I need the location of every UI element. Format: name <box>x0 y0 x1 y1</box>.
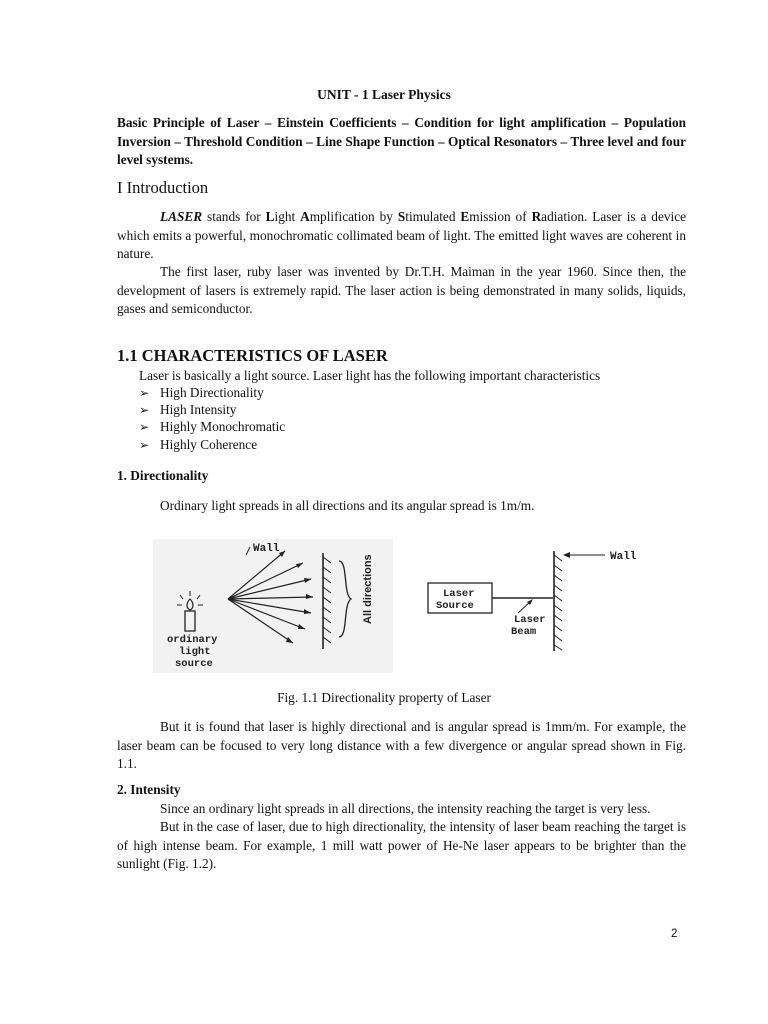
characteristics-list <box>139 384 285 453</box>
source-label-2: light <box>179 646 211 658</box>
list-item-text: High Intensity <box>160 402 237 418</box>
acronym-letter: A <box>300 209 310 224</box>
intensity-paragraph-1: Since an ordinary light spreads in all directions, the intensity reaching the target is very less. <box>160 801 651 816</box>
intro-paragraph-2: The first laser, ruby laser was invented by Dr.T.H. Maiman in the year 1960. Since then, the development of lasers is extremely rapid. The laser action is being demonstrated in many solids, liquids, gases and semiconductor. <box>117 264 686 316</box>
source-label-1: ordinary <box>167 634 218 646</box>
section-heading-characteristics: 1.1 CHARACTERISTICS OF LASER <box>117 346 388 365</box>
all-directions-label: All directions <box>362 554 374 624</box>
figure-caption: Fig. 1.1 Directionality property of Laser <box>277 690 491 705</box>
acronym-letter: L <box>265 209 275 224</box>
acronym-rest: timulated <box>405 209 461 224</box>
list-item <box>139 436 285 453</box>
arrow-bullet-icon: ➢ <box>139 437 150 452</box>
directionality-text: Ordinary light spreads in all directions and its angular spread is 1m/m. <box>160 498 535 513</box>
directionality-figure <box>153 539 646 673</box>
laser-beam-label-2: Beam <box>511 626 537 638</box>
source-label-3: source <box>175 658 213 670</box>
subheading-directionality: 1. Directionality <box>117 468 209 483</box>
list-item-text: High Directionality <box>160 385 264 400</box>
page-number: 2 <box>671 928 678 940</box>
list-item <box>139 401 285 418</box>
acronym-letter: R <box>531 209 542 224</box>
laser-source-label-1: Laser <box>443 588 475 600</box>
page-title: UNIT - 1 Laser Physics <box>317 87 451 102</box>
right-wall-label: Wall <box>610 551 637 563</box>
acronym-letter: S <box>397 209 406 224</box>
characteristics-intro: Laser is basically a light source. Laser light has the following important characteristics <box>139 368 601 383</box>
list-item-text: Highly Coherence <box>160 436 258 452</box>
subheading-intensity: 2. Intensity <box>117 782 181 797</box>
list-item-text: Highly Monochromatic <box>160 419 286 435</box>
syllabus-topics: Basic Principle of Laser – Einstein Coefficients – Condition for light amplification – Population Inversion – Threshold Condition – Line Shape Function – Optical Resonators – Three level and four level systems. <box>117 115 686 167</box>
intro-paragraph-1 <box>117 208 686 264</box>
list-item <box>139 384 285 401</box>
laser-beam-label-1: Laser <box>514 614 546 626</box>
intro-paragraph-1-rest: Laser is a device which emits a powerful, monochromatic collimated beam of light. The emitted light waves are coherent in nature. <box>117 209 686 261</box>
left-wall-label: Wall <box>253 543 280 555</box>
arrow-bullet-icon: ➢ <box>139 420 150 435</box>
acronym-rest: adiation. <box>541 209 588 224</box>
stands-for-text: stands for <box>202 209 266 224</box>
intensity-paragraph-2: But in the case of laser, due to high directionality, the intensity of laser beam reaching the target is of high intense beam. For example, 1 mill watt power of He-Ne laser appears to be brighter than the sunlight (Fig. 1.2). <box>117 819 686 871</box>
acronym-rest: ight <box>274 209 301 224</box>
laser-term: LASER <box>160 209 203 224</box>
acronym-rest: mplification by <box>309 209 398 224</box>
arrow-bullet-icon: ➢ <box>139 403 150 418</box>
section-heading-introduction: I Introduction <box>117 178 209 197</box>
directionality-after-text: But it is found that laser is highly directional and is angular spread is 1mm/m. For example, the laser beam can be focused to very long distance with a few divergence or angular spread shown in Fig. 1.1. <box>117 719 686 771</box>
acronym-rest: mission of <box>469 209 532 224</box>
arrow-bullet-icon: ➢ <box>139 386 150 400</box>
list-item <box>139 418 285 435</box>
acronym-letter: E <box>460 209 470 224</box>
laser-source-label-2: Source <box>436 600 474 612</box>
